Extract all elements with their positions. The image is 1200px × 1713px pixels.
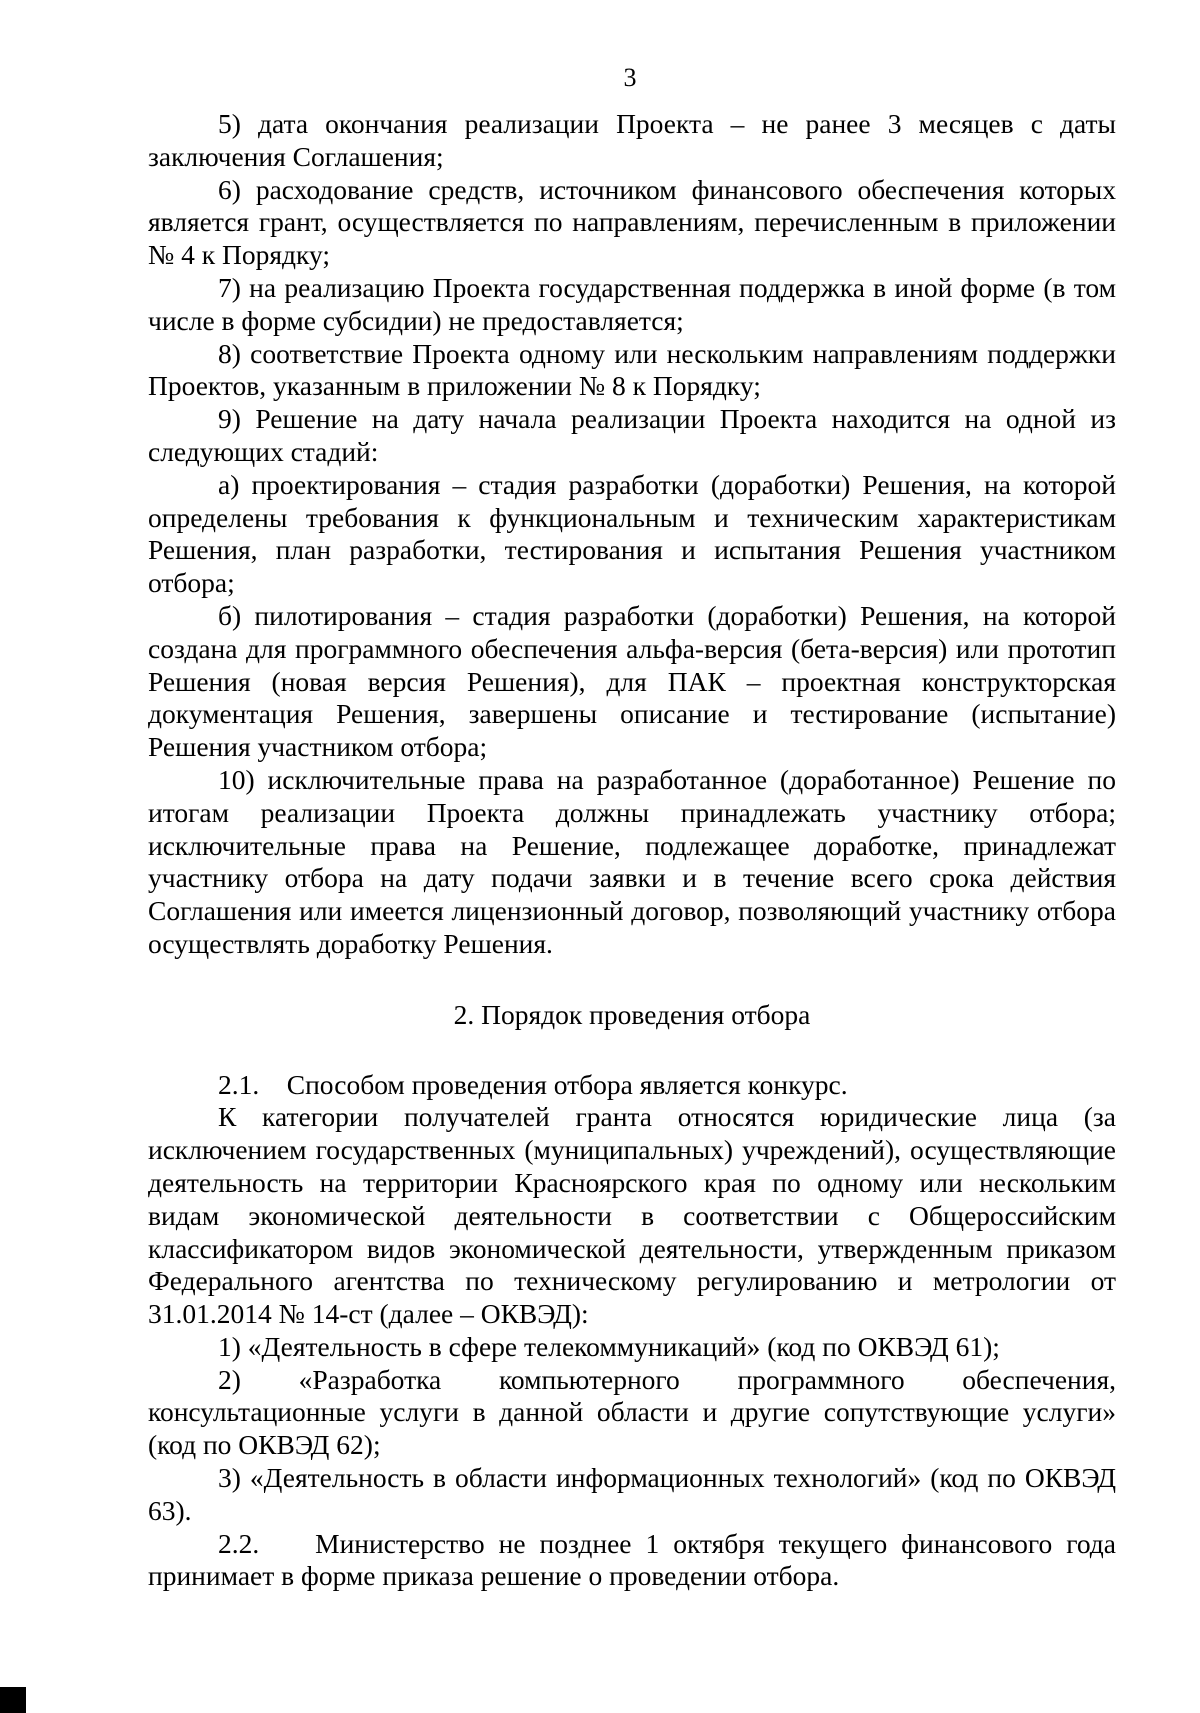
page-number: 3 (623, 63, 637, 92)
paragraph-2-1: 2.1. Способом проведения отбора является конкурс. (218, 1068, 848, 1100)
paragraph-item-7: 7) на реализацию Проекта государственная поддержка в иной форме (в том числе в форме субсидии) не предоставляется; (148, 271, 1116, 336)
paragraph-item-9b: б) пилотирования – стадия разработки (доработки) Решения, на которой создана для программного обеспечения альфа-версия (бета-версия) или прототип Решения (новая версия Решения), для ПАК – проектная конструкторская документация Решения, завершены описание и тестирование (испытание) Решения участником отбора; (148, 599, 1116, 763)
paragraph-item-5: 5) дата окончания реализации Проекта – не ранее 3 месяцев с даты заключения Соглашения; (148, 108, 1116, 172)
paragraph-okved-61: 1) «Деятельность в сфере телекоммуникаций» (код по ОКВЭД 61); (218, 1330, 1000, 1362)
paragraph-okved-63: 3) «Деятельность в области информационных технологий» (код по ОКВЭД 63). (148, 1462, 1116, 1526)
paragraph-recipient-categories: К категории получателей гранта относятся юридические лица (за исключением государственных (муниципальных) учреждений), осуществляющие деятельность на территории Красноярского края по одному или нескольким видам экономической деятельности в соответствии с Общероссийским классификатором видов экономической деятельности, утвержденным приказом Федерального агентства по техническому регулированию и метрологии от 31.01.2014 № 14-ст (далее – ОКВЭД): (148, 1101, 1116, 1330)
scan-corner-mark (0, 1687, 26, 1713)
paragraph-item-9a: а) проектирования – стадия разработки (доработки) Решения, на которой определены требования к функциональным и техническим характеристикам Решения, план разработки, тестирования и испытания Решения участником отбора; (148, 468, 1116, 599)
paragraph-okved-62: 2) «Разработка компьютерного программного обеспечения, консультационные услуги в данной области и другие сопутствующие услуги» (код по ОКВЭД 62); (148, 1363, 1116, 1461)
paragraph-item-9: 9) Решение на дату начала реализации Проекта находится на одной из следующих стадий: (148, 403, 1116, 467)
paragraph-2-2: 2.2. Министерство не позднее 1 октября текущего финансового года принимает в форме приказа решение о проведении отбора. (148, 1527, 1116, 1592)
paragraph-item-6: 6) расходование средств, источником финансового обеспечения которых является грант, осуществляется по направлениям, перечисленным в приложении № 4 к Порядку; (148, 173, 1116, 271)
paragraph-item-8: 8) соответствие Проекта одному или нескольким направлениям поддержки Проектов, указанным в приложении № 8 к Порядку; (148, 337, 1116, 402)
paragraph-item-10: 10) исключительные права на разработанное (доработанное) Решение по итогам реализации Проекта должны принадлежать участнику отбора; исключительные права на Решение, подлежащее доработке, принадлежат участнику отбора на дату подачи заявки и в течение всего срока действия Соглашения или имеется лицензионный договор, позволяющий участнику отбора осуществлять доработку Решения. (148, 763, 1116, 959)
section-heading: 2. Порядок проведения отбора (453, 998, 811, 1030)
document-body (148, 108, 1116, 1593)
